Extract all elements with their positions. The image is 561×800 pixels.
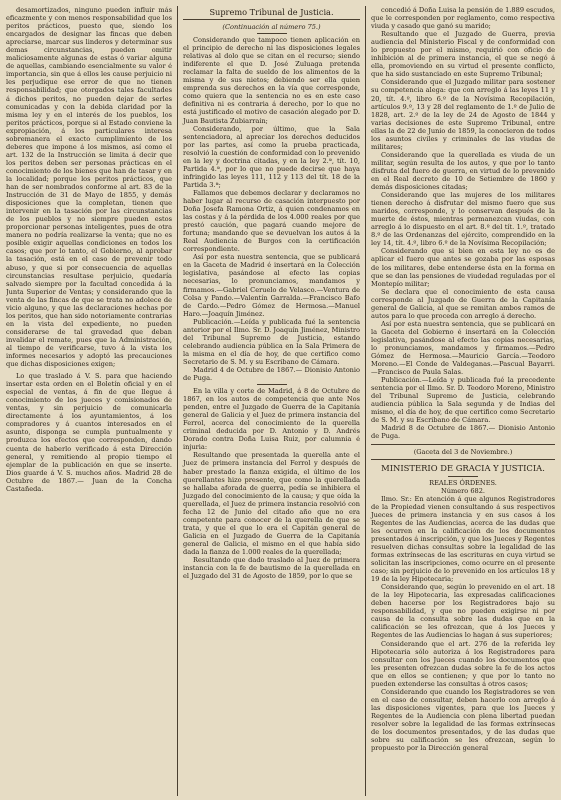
dateline: Madrid 4 de Octubre de 1867.— Dionisio Antonio de Puga. bbox=[183, 365, 360, 383]
paragraph: Considerando que las mujeres de los militares tienen derecho á disfrutar del mismo fuero que sus maridos, corresponde, y lo conservan después de la muerte de éstos, mientras permanezcan viudas, con arreglo á lo dispuesto en el art. 8.º del tít. 1.º, tratado 8.º de las Ordenanzas del ejército, comprendido en la ley 14, tít. 4.º, libro 6.º de la Novísima Recopilación; bbox=[371, 191, 555, 248]
divider bbox=[371, 459, 555, 460]
dateline: Madrid 8 de Octubre de 1867.— Dionisio Antonio de Puga. bbox=[371, 424, 555, 441]
paragraph: En la villa y corte de Madrid, á 8 de Octubre de 1867, en los autos de competencia que ante Nos penden, entre el Juzgado de Guerra de la Capitanía general de Galicia y el Juez de primera instancia del Ferrol, acerca del conocimiento de la querella criminal deducida por D. Antonio y D. Andrés Dorado contra Doña Luisa Ruiz, por calumnia é injuria: bbox=[183, 387, 360, 452]
divider bbox=[257, 384, 287, 385]
paragraph: Así por esta nuestra sentencia, que se publicará en la Gaceta del Gobierno é insertará en la Colección legislativa, pasándose al efecto las copias necesarias, lo pronunciamos, mandamos y firmamos.—Pedro Gómez de Hermosa.—Mauricio García.—Teodoro Moreno.—El Conde de Valdeganas.—Pascual Bayarri.—Francisco de Paula Salas. bbox=[371, 319, 555, 377]
divider bbox=[371, 444, 555, 445]
text-columns bbox=[6, 6, 555, 796]
paragraph: Se declara que el conocimiento de esta causa corresponde al Juzgado de Guerra de la Capitanía general de Galicia, al que se remitan ambos ramos de autos para lo que proceda con arreglo á derecho. bbox=[371, 287, 555, 320]
paragraph: Resultando que el Juzgado de Guerra, previa audiencia del Ministerio Fiscal y de conformidad con lo propuesto por el mismo, requirió con oficio de inhibición al de primera instancia, el que se negó á ella, promoviendo en su virtud el presente conflicto, que ha sido sustanciado en este Supremo Tribunal; bbox=[371, 30, 555, 79]
divider bbox=[448, 476, 478, 477]
column-middle bbox=[177, 6, 365, 796]
paragraph: Considerando que el art. 276 de la referida ley Hipotecaria sólo autoriza á los Registradores para consultar con los Jueces cuando los documentos que les presenten ofrezcan dudas sobre la fe de los actos que en ellos se contienen; y que por lo tanto no pueden extenderse las consultas á otros casos; bbox=[371, 639, 555, 688]
paragraph: Considerando que la querellada es viuda de un militar, según resulta de los autos, y que por lo tanto disfruta del fuero de guerra, en virtud de lo prevenido en el Real decreto de 10 de Setiembre de 1860 y demás disposiciones citadas; bbox=[371, 150, 555, 192]
paragraph: Considerando que si bien en esta ley no es de aplicar el fuero que antes se gozaba por las esposas de los militares, debe entenderse ésta en la forma en que se dan las pensiones de viudedad reguladas por el Montepío militar; bbox=[371, 247, 555, 288]
paragraph: Resultando que dado traslado al Juez de primera instancia con la fe de bautismo de la querellada en el Juzgado del 31 de Agosto de 1859, por lo que se bbox=[183, 556, 360, 581]
continuation-note: (Continuación al número 75.) bbox=[222, 23, 321, 31]
order-number: Número 682. bbox=[440, 486, 486, 495]
paragraph: Considerando que tampoco tienen aplicación en el principio de derecho ni las disposiciones legales relativas al dolo que se citan en el recurso; siendo indiferente el que D. José Zuluaga pretenda reclamar la falta de sueldo de los alimentos de la misma y de sus nietos; debiendo ser ella quien emprenda sus derechos en la vía que corresponde, como quiera que la sentencia no es en este caso definitiva ni es contraria á derecho, por lo que no está justificado el motivo de casación alegado por D. Juan Bautista Zubiarrain; bbox=[183, 36, 360, 125]
section-title: Supremo Tribunal de Justicia. bbox=[183, 6, 360, 20]
paragraph: Publicación.—Leída y publicada fué la sentencia anterior por el Ilmo. Sr. D. Joaquín Jiménez, Ministro del Tribunal Supremo de Justicia, estando celebrando audiencia pública en la Sala Primera de la misma en el día de hoy, de que certifico como Secretario de S. M. y su Escribano de Cámara. bbox=[183, 317, 360, 366]
paragraph: concedió á Doña Luisa la pensión de 1.889 escudos, que le corresponden por reglamento, como respectiva viuda y casado que ganó su marido; bbox=[371, 6, 555, 31]
paragraph: Publicación.—Leída y publicada fué la precedente sentencia por el Ilmo. Sr. D. Teodoro Moreno, Ministro del Tribunal Supremo de Justicia, celebrando audiencia pública la Sala segunda y de Indias del mismo, el día de hoy, de que certifico como Secretario de S. M. y su Escribano de Cámara. bbox=[371, 376, 555, 425]
paragraph: Lo que traslado á V. S. para que haciendo insertar esta orden en el Boletín oficial y en el especial de ventas, á fin de que llegue á conocimiento de los jueces y comisionados de ventas, y sin perjuicio de comunicarla directamente á los ayuntamientos, á los compradores y á cuantos interesados en el asunto, disponga se cumpla puntualmente y produzca los efectos que corresponden, dando cuenta de haberlo verificado á esta Dirección general, y remitiendo al propio tiempo el ejemplar de la publicación en que se inserte. Dios guarde á V. S. muchos años. Madrid 28 de Octubre de 1867.— Juan de la Concha Castañeda. bbox=[6, 372, 172, 493]
paragraph: Resultando que presentada la querella ante el Juez de primera instancia del Ferrol y después de haber prestado la fianza exigida, el último de los querellantes hizo presente, que como la querellada se hallaba aforada de guerra, pedía se inhibiera el Juzgado del conocimiento de la causa; y que oída la querellada, el Juez de primera instancia resolvió con fecha 12 de Junio del citado año que no era competente para conocer de la querella de que se trata, y que el que lo era el Capitán general de Galicia en el Juzgado de Guerra de la Capitanía general de Galicia, el mismo en el que había sido dada la fianza de 1.000 reales de la querellada; bbox=[183, 451, 360, 556]
divider bbox=[257, 33, 287, 34]
column-left bbox=[6, 6, 177, 796]
section-heading: REALES ÓRDENES. bbox=[429, 478, 497, 487]
paragraph: Considerando que cuando los Registradores se ven en el caso de consultar, deben hacerlo con arreglo á las disposiciones vigentes, para que los Jueces y Regentes de la Audiencia con plena libertad puedan resolver sobre la legalidad de las formas extrínsecas de los documentos presentados, y de las dudas que sobre su calificación se les ofrezcan, según lo propuesto por la Dirección general bbox=[371, 687, 555, 753]
paragraph: Fallamos que debemos declarar y declaramos no haber lugar al recurso de casación interpuesto por Doña Josefa Ramona Ortiz, á quien condenamos en las costas y á la pérdida de los 4.000 reales por que prestó caución, que pagará cuando mejore de fortuna; mandando que se devuelvan los autos á la Real Audiencia de Burgos con la certificación correspondiente. bbox=[183, 188, 360, 254]
gaceta-note: (Gaceta del 3 de Noviembre.) bbox=[413, 447, 513, 456]
column-right bbox=[365, 6, 555, 796]
paragraph: Ilmo. Sr.: En atención á que algunos Registradores de la Propiedad vienen consultando á sus respectivos Jueces de primera instancia y en sus casos á los Regentes de las Audiencias, acerca de las dudas que les ocurren en la calificación de los documentos presentados á inscripción, y que los Jueces y Regentes resuelven dichas consultas sobre la legalidad de las formas extrínsecas de las escrituras en cuya virtud se solicitan las inscripciones, como ocurre en el presente caso; sin perjuicio de lo prevenido en los artículos 18 y 19 de la ley Hipotecaria; bbox=[371, 494, 555, 584]
ministry-heading: MINISTERIO DE GRACIA Y JUSTICIA. bbox=[381, 462, 545, 473]
paragraph: Considerando, por último, que la Sala sentenciadora, al apreciar los derechos deducidos por las partes, así como la prueba practicada, resolvió la cuestión de conformidad con lo prevenido en la ley y doctrina citadas, y en la ley 2.ª, tít. 10, Partida 4.ª, por lo que no puede decirse que haya infringido las leyes 111, 112 y 113 del tít. 18 de la Partida 3.ª; bbox=[183, 124, 360, 189]
paragraph: desamortizados, ninguno pueden influir más eficazmente y con menos responsabilidad que los peritos prácticos, puesto que, siendo los encargados de designar las fincas que deben apreciarse, marcar sus linderos y determinar sus demas circunstancias, pueden omitir maliciosamente algunas de estas ó variar alguna de aquellas, cambiando esencialmente su valor é importancia, sin que á ellos les cause perjuicio ni les perjudique ese error de que no tienen responsabilidad; que otorgados tales facultades á dichos peritos, no pueden dejar de serles comunicadas y con la debida claridad por la misma ley y en el interés de los pueblos, los peritos prácticos, porque si al Estado conviene la expropiación, á los particulares interesa sobremanera el exacto cumplimiento de los deberes que impone á los mismos, así como el art. 132 de la Instrucción se limita á decir que los peritos deben ser personas prácticas en el conocimiento de los bienes que han de tasar y en la localidad; porque los peritos prácticos, que han de ser nombrados conforme al art. 83 de la Instrucción de 31 de Mayo de 1855, y demás disposiciones que la completan, tienen que intervenir en la tasación por las circunstancias de los pueblos y no siempre pueden estos proporcionar personas inteligentes, pues de otra manera no podría realizarse la venta; que no es posible exigir aquellas condiciones en todos los casos; que por lo tanto, el Gobierno, al aprobar la tasación, está en el caso de prevenir todo abuso, y que si por consecuencia de aquellas circunstancias resultase perjuicio, quedaría salvado siempre por la facultad concedida á la Junta Superior de Ventas; y considerando que la venta de las fincas de que se trata no adolece de vicio alguno, y que las declaraciones hechas por los peritos, que han sido notoriamente contrarias en la vista del expediente, no pueden considerarse de tal gravedad que deban invalidar el remate, pues que la Administración, al tiempo de verificarse, tuvo á la vista los informes necesarios y adoptó las precauciones que dichas disposiciones exigen; bbox=[6, 6, 172, 369]
paragraph: Considerando que el Juzgado militar para sostener su competencia alega: que con arreglo á las leyes 11 y 20, tít. 4.º, libro 6.º de la Novísima Recopilación, artículos 9.º, 13 y 28 del reglamento de 1.º de Julio de 1828, art. 2.º de la ley de 24 de Agosto de 1844 y varias decisiones de este Supremo Tribunal, entre ellas la de 22 de Junio de 1859, la conocieron de todos los asuntos civiles y criminales de las viudas de militares; bbox=[371, 78, 555, 151]
paragraph: Así por esta nuestra sentencia, que se publicará en la Gaceta de Madrid é insertará en la Colección legislativa, pasándose al efecto las copias necesarias, lo pronunciamos, mandamos y firmamos.—Gabriel Ceruelo de Velasco.—Ventura de Colsa y Pando.—Valentín Garralda.—Francisco Bafo de Cardo.—Pedro Gómez de Hermosa.—Manuel Haro.—Joaquín Jiménez. bbox=[183, 253, 360, 318]
paragraph: Considerando que, según lo prevenido en el art. 18 de la ley Hipotecaria, las expresadas calificaciones deben hacerse por los Registradores bajo su responsabilidad, y que no pueden exigirse ni por causa de la consulta sobre las dudas que en la calificación se les ofrezcan, que á los Jueces y Regentes de las Audiencias lo hagan á sus superiores; bbox=[371, 583, 555, 640]
